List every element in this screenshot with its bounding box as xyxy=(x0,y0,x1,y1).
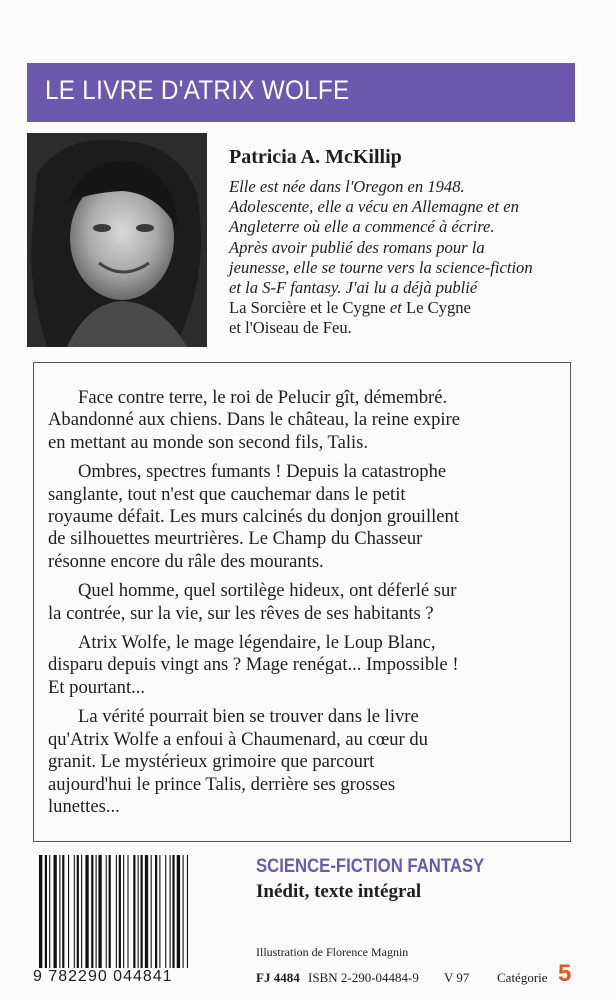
blurb-line: la contrée, sur la vie, sur les rêves de ses habitants ? xyxy=(48,602,434,624)
blurb-line: en mettant au monde son second fils, Talis. xyxy=(48,431,369,453)
blurb-paragraph xyxy=(48,461,598,573)
blurb-line: Ombres, spectres fumants ! Depuis la catastrophe xyxy=(78,461,447,483)
barcode-bar xyxy=(91,855,93,968)
bio-connector: et xyxy=(389,298,402,318)
barcode-bar xyxy=(81,855,82,968)
barcode-bar xyxy=(159,855,160,968)
book-title: LE LIVRE D'ATRIX WOLFE xyxy=(45,75,350,105)
publisher-info xyxy=(256,960,581,990)
barcode-bar xyxy=(155,855,157,968)
book-title-2-part1: Le Cygne xyxy=(405,298,471,318)
blurb-line: Abandonné aux chiens. Dans le château, la reine expire xyxy=(48,409,460,431)
blurb-line: granit. Le mystérieux grimoire que parcourt xyxy=(48,751,375,773)
blurb-line: Et pourtant... xyxy=(48,676,146,698)
edition-label: Inédit, texte intégral xyxy=(256,881,422,902)
barcode-bar xyxy=(138,855,139,968)
barcode-bar xyxy=(96,855,97,968)
bio-line: Angleterre où elle a commencé à écrire. xyxy=(229,217,495,237)
bio-line: et la S-F fantasy. J'ai lu a déjà publié xyxy=(229,278,478,298)
blurb-line: La vérité pourrait bien se trouver dans le livre xyxy=(78,706,419,728)
barcode-bar xyxy=(133,855,135,968)
barcode-bar xyxy=(59,855,60,968)
blurb-paragraph xyxy=(48,706,598,818)
barcode-bar xyxy=(54,855,57,968)
blurb-line: Quel homme, quel sortilège hideux, ont déferlé sur xyxy=(78,580,457,602)
blurb-line: de silhouettes meurtrières. Le Champ du Chasseur xyxy=(48,528,423,550)
title-band xyxy=(27,63,575,122)
collection-number: FJ 4484 xyxy=(256,970,300,985)
illustration-credit: Illustration de Florence Magnin xyxy=(256,945,409,959)
barcode-bar xyxy=(74,855,75,968)
category-number: 5 xyxy=(558,960,572,987)
bio-books-line xyxy=(229,298,599,318)
category-label: Catégorie xyxy=(497,970,548,985)
blurb-line: sanglante, tout n'est que cauchemar dans le petit xyxy=(48,483,406,505)
author-name: Patricia A. McKillip xyxy=(229,146,402,168)
barcode-bar xyxy=(170,855,171,968)
bio-line: Adolescente, elle a vécu en Allemagne et en xyxy=(229,197,519,217)
barcode-bar xyxy=(106,855,107,968)
barcode-bar xyxy=(183,855,184,968)
barcode-bar xyxy=(151,855,152,968)
blurb-paragraph xyxy=(48,387,598,454)
book-title-2-part2: et l'Oiseau de Feu. xyxy=(229,318,352,338)
blurb-text xyxy=(48,387,598,825)
blurb-line: royaume défait. Les murs calcinés du donjon grouillent xyxy=(48,506,460,528)
isbn: ISBN 2-290-04484-9 xyxy=(308,970,419,985)
blurb-line: aujourd'hui le prince Talis, derrière ses grosses xyxy=(48,773,396,795)
blurb-line: Face contre terre, le roi de Pelucir gît, démembré. xyxy=(78,387,448,408)
genre-label: SCIENCE-FICTION FANTASY xyxy=(256,856,485,877)
bio-line: Elle est née dans l'Oregon en 1948. xyxy=(229,177,465,196)
barcode-bar xyxy=(119,855,121,968)
blurb-line: résonne encore du râle des mourants. xyxy=(48,550,324,572)
barcode-bar xyxy=(77,855,79,968)
blurb-paragraph xyxy=(48,632,598,699)
blurb-line: lunettes... xyxy=(48,795,120,817)
author-portrait-image xyxy=(27,133,207,347)
barcode xyxy=(37,855,237,968)
barcode-bar xyxy=(39,855,42,968)
barcode-bar xyxy=(116,855,117,968)
barcode-bar xyxy=(85,855,88,968)
barcode-bar xyxy=(123,855,124,968)
book-title-1: La Sorcière et le Cygne xyxy=(229,298,386,318)
barcode-bar xyxy=(165,855,166,968)
barcode-bar xyxy=(145,855,148,968)
blurb-paragraph xyxy=(48,580,598,625)
blurb-line: Atrix Wolfe, le mage légendaire, le Loup Blanc, xyxy=(78,632,436,654)
author-photo xyxy=(27,133,207,347)
version-code: V 97 xyxy=(444,970,470,985)
bio-line: jeunesse, elle se tourne vers la science-fiction xyxy=(229,257,533,277)
bio-line: Après avoir publié des romans pour la xyxy=(229,237,485,257)
barcode-bar xyxy=(68,855,69,968)
barcode-digits: 9 782290 044841 xyxy=(33,968,173,985)
barcode-bar xyxy=(62,855,64,968)
blurb-line: disparu depuis vingt ans ? Mage renégat... Impossible ! xyxy=(48,654,459,676)
barcode-bar xyxy=(141,855,143,968)
barcode-bar xyxy=(127,855,128,968)
barcode-bar xyxy=(49,855,50,968)
barcode-bar xyxy=(45,855,47,968)
barcode-bar xyxy=(98,855,101,968)
blurb-line: qu'Atrix Wolfe a enfoui à Chaumenard, au cœur du xyxy=(48,728,428,750)
author-bio xyxy=(229,177,599,339)
barcode-bar xyxy=(109,855,111,968)
barcode-bar xyxy=(172,855,174,968)
barcode-bar xyxy=(187,855,188,968)
barcode-bar xyxy=(177,855,180,968)
